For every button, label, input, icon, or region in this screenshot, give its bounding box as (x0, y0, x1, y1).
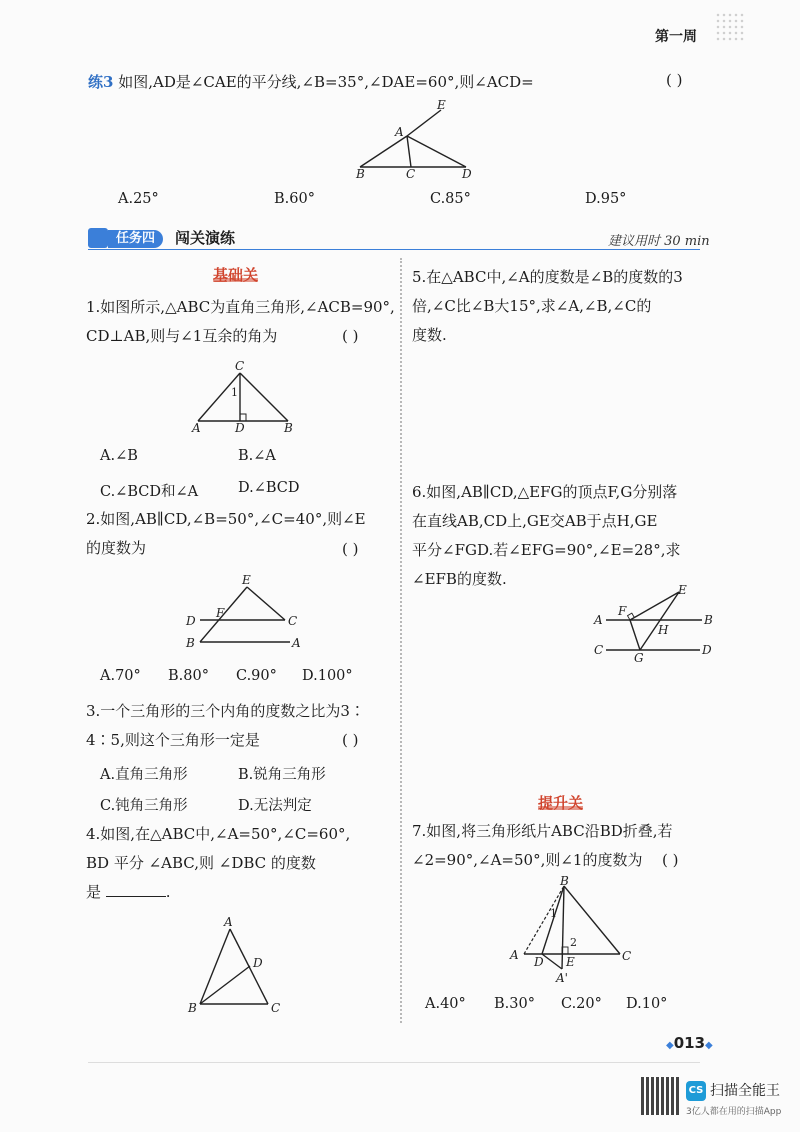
svg-text:B: B (560, 874, 569, 888)
svg-text:C: C (288, 614, 298, 628)
q5-line3: 度数. (412, 326, 447, 344)
column-divider (400, 258, 402, 1023)
task-icon (88, 228, 108, 248)
qr-code-icon (641, 1077, 679, 1115)
svg-text:D: D (235, 421, 245, 435)
q3-option-d: D.无法判定 (238, 798, 312, 814)
q2-option-d: D.100° (302, 668, 353, 684)
task-badge: 任务四 (108, 230, 163, 248)
svg-text:C: C (406, 167, 416, 180)
svg-text:B: B (704, 613, 713, 627)
q5-line1: 5.在△ABC中,∠A的度数是∠B的度数的3 (412, 268, 683, 286)
dot-pattern (715, 12, 745, 42)
watermark-app-name: 扫描全能王 (710, 1083, 780, 1099)
q4-answer-blank (106, 882, 166, 897)
q4-line3 (86, 878, 350, 907)
q7-option-b: B.30° (494, 996, 535, 1012)
practice3-label: 练3 (88, 73, 114, 91)
practice3-option-c: C.85° (430, 191, 471, 207)
q7-line1: 7.如图,将三角形纸片ABC沿BD折叠,若 (412, 822, 673, 840)
svg-text:D: D (702, 643, 712, 657)
q3-option-c: C.钝角三角形 (100, 798, 188, 814)
q7-option-c: C.20° (561, 996, 602, 1012)
q6-line4: ∠EFB的度数. (412, 570, 507, 588)
q1-figure (188, 358, 298, 438)
svg-text:D: D (462, 167, 472, 180)
q7-figure (500, 874, 640, 989)
q4-text (86, 820, 350, 907)
practice3-option-a: A.25° (118, 191, 159, 207)
q2-line1: 2.如图,AB∥CD,∠B=50°,∠C=40°,则∠E (86, 510, 366, 528)
page-number-right-diamond-icon: ◆ (705, 1040, 713, 1051)
q1-option-d: D.∠BCD (238, 480, 300, 496)
svg-text:F: F (216, 606, 225, 620)
section-basic: 基础关 (213, 266, 259, 284)
q5-line2: 倍,∠C比∠B大15°,求∠A,∠B,∠C的 (412, 297, 652, 315)
q2-line2: 的度数为 (86, 539, 147, 557)
svg-text:1: 1 (550, 907, 557, 920)
q6-line1: 6.如图,AB∥CD,△EFG的顶点F,G分别落 (412, 483, 678, 501)
q7-paren: ( ) (662, 851, 679, 869)
time-hint: 建议用时 30 min (608, 234, 710, 249)
svg-text:A: A (192, 421, 201, 435)
q6-line2: 在直线AB,CD上,GE交AB于点H,GE (412, 512, 658, 530)
practice3-paren: ( ) (666, 71, 683, 89)
q3-paren: ( ) (342, 731, 359, 749)
svg-text:F: F (618, 604, 627, 618)
svg-text:2: 2 (570, 936, 577, 949)
svg-text:B: B (188, 1001, 197, 1012)
q6-figure (590, 582, 720, 667)
svg-text:D: D (534, 955, 544, 969)
q1-option-b: B.∠A (238, 448, 276, 464)
svg-text:E: E (242, 573, 251, 587)
q6-text (412, 478, 681, 594)
q7-text (412, 817, 673, 875)
q3-option-a: A.直角三角形 (100, 767, 188, 783)
practice3-text: 如图,AD是∠CAE的平分线,∠B=35°,∠DAE=60°,则∠ACD= (118, 73, 534, 91)
svg-text:E: E (678, 583, 687, 597)
practice3-figure (350, 98, 480, 180)
q3-line1: 3.一个三角形的三个内角的度数之比为3∶ (86, 702, 365, 720)
svg-text:G: G (634, 651, 644, 665)
week-label: 第一周 (655, 29, 697, 45)
q2-option-a: A.70° (100, 668, 141, 684)
practice3-option-b: B.60° (274, 191, 315, 207)
q1-option-c: C.∠BCD和∠A (100, 484, 199, 500)
q4-figure (178, 912, 288, 1012)
q4-end-mark: . (165, 883, 171, 901)
svg-text:C: C (235, 359, 245, 373)
q4-line1: 4.如图,在△ABC中,∠A=50°,∠C=60°, (86, 825, 351, 843)
svg-text:A: A (224, 915, 233, 929)
q7-line2: ∠2=90°,∠A=50°,则∠1的度数为 (412, 851, 643, 869)
q4-line3-text: 是 (86, 883, 102, 901)
q5-text (412, 263, 683, 350)
q7-option-d: D.10° (626, 996, 668, 1012)
page-number-value: 013 (673, 1034, 706, 1052)
q7-option-a: A.40° (425, 996, 466, 1012)
q1-line1: 1.如图所示,△ABC为直角三角形,∠ACB=90°, (86, 298, 395, 316)
task-divider (88, 249, 700, 250)
svg-text:A: A (510, 948, 519, 962)
svg-text:1: 1 (231, 386, 238, 399)
svg-text:A': A' (556, 971, 568, 985)
q3-option-b: B.锐角三角形 (238, 767, 326, 783)
svg-text:E: E (437, 98, 446, 112)
svg-text:A: A (395, 125, 404, 139)
camscanner-logo-icon: CS (686, 1081, 706, 1101)
svg-text:A: A (292, 636, 301, 650)
q1-paren: ( ) (342, 327, 359, 345)
svg-text:B: B (186, 636, 195, 650)
svg-text:A: A (594, 613, 603, 627)
footer-divider (88, 1062, 700, 1063)
svg-text:C: C (594, 643, 604, 657)
svg-text:C: C (622, 949, 632, 963)
svg-text:D: D (253, 956, 263, 970)
q1-option-a: A.∠B (100, 448, 138, 464)
page-number (666, 1034, 713, 1052)
svg-text:C: C (271, 1001, 281, 1012)
svg-text:B: B (284, 421, 293, 435)
page-number-left-diamond-icon: ◆ (666, 1040, 674, 1051)
svg-text:B: B (356, 167, 365, 180)
task-title: 闯关演练 (175, 229, 236, 247)
watermark-tagline: 3亿人都在用的扫描App (686, 1107, 782, 1117)
q2-option-b: B.80° (168, 668, 209, 684)
practice3-option-d: D.95° (585, 191, 627, 207)
q4-line2: BD 平分 ∠ABC,则 ∠DBC 的度数 (86, 854, 316, 872)
q6-line3: 平分∠FGD.若∠EFG=90°,∠E=28°,求 (412, 541, 681, 559)
q3-line2: 4∶5,则这个三角形一定是 (86, 731, 260, 749)
svg-text:H: H (658, 623, 669, 637)
q2-paren: ( ) (342, 540, 359, 558)
section-advanced: 提升关 (538, 794, 584, 812)
q2-text (86, 505, 366, 563)
svg-text:E: E (566, 955, 575, 969)
svg-text:D: D (186, 614, 196, 628)
q2-figure (180, 570, 305, 655)
q2-option-c: C.90° (236, 668, 277, 684)
q1-line2: CD⊥AB,则与∠1互余的角为 (86, 327, 278, 345)
practice3-question (88, 71, 534, 93)
q3-text (86, 697, 365, 755)
